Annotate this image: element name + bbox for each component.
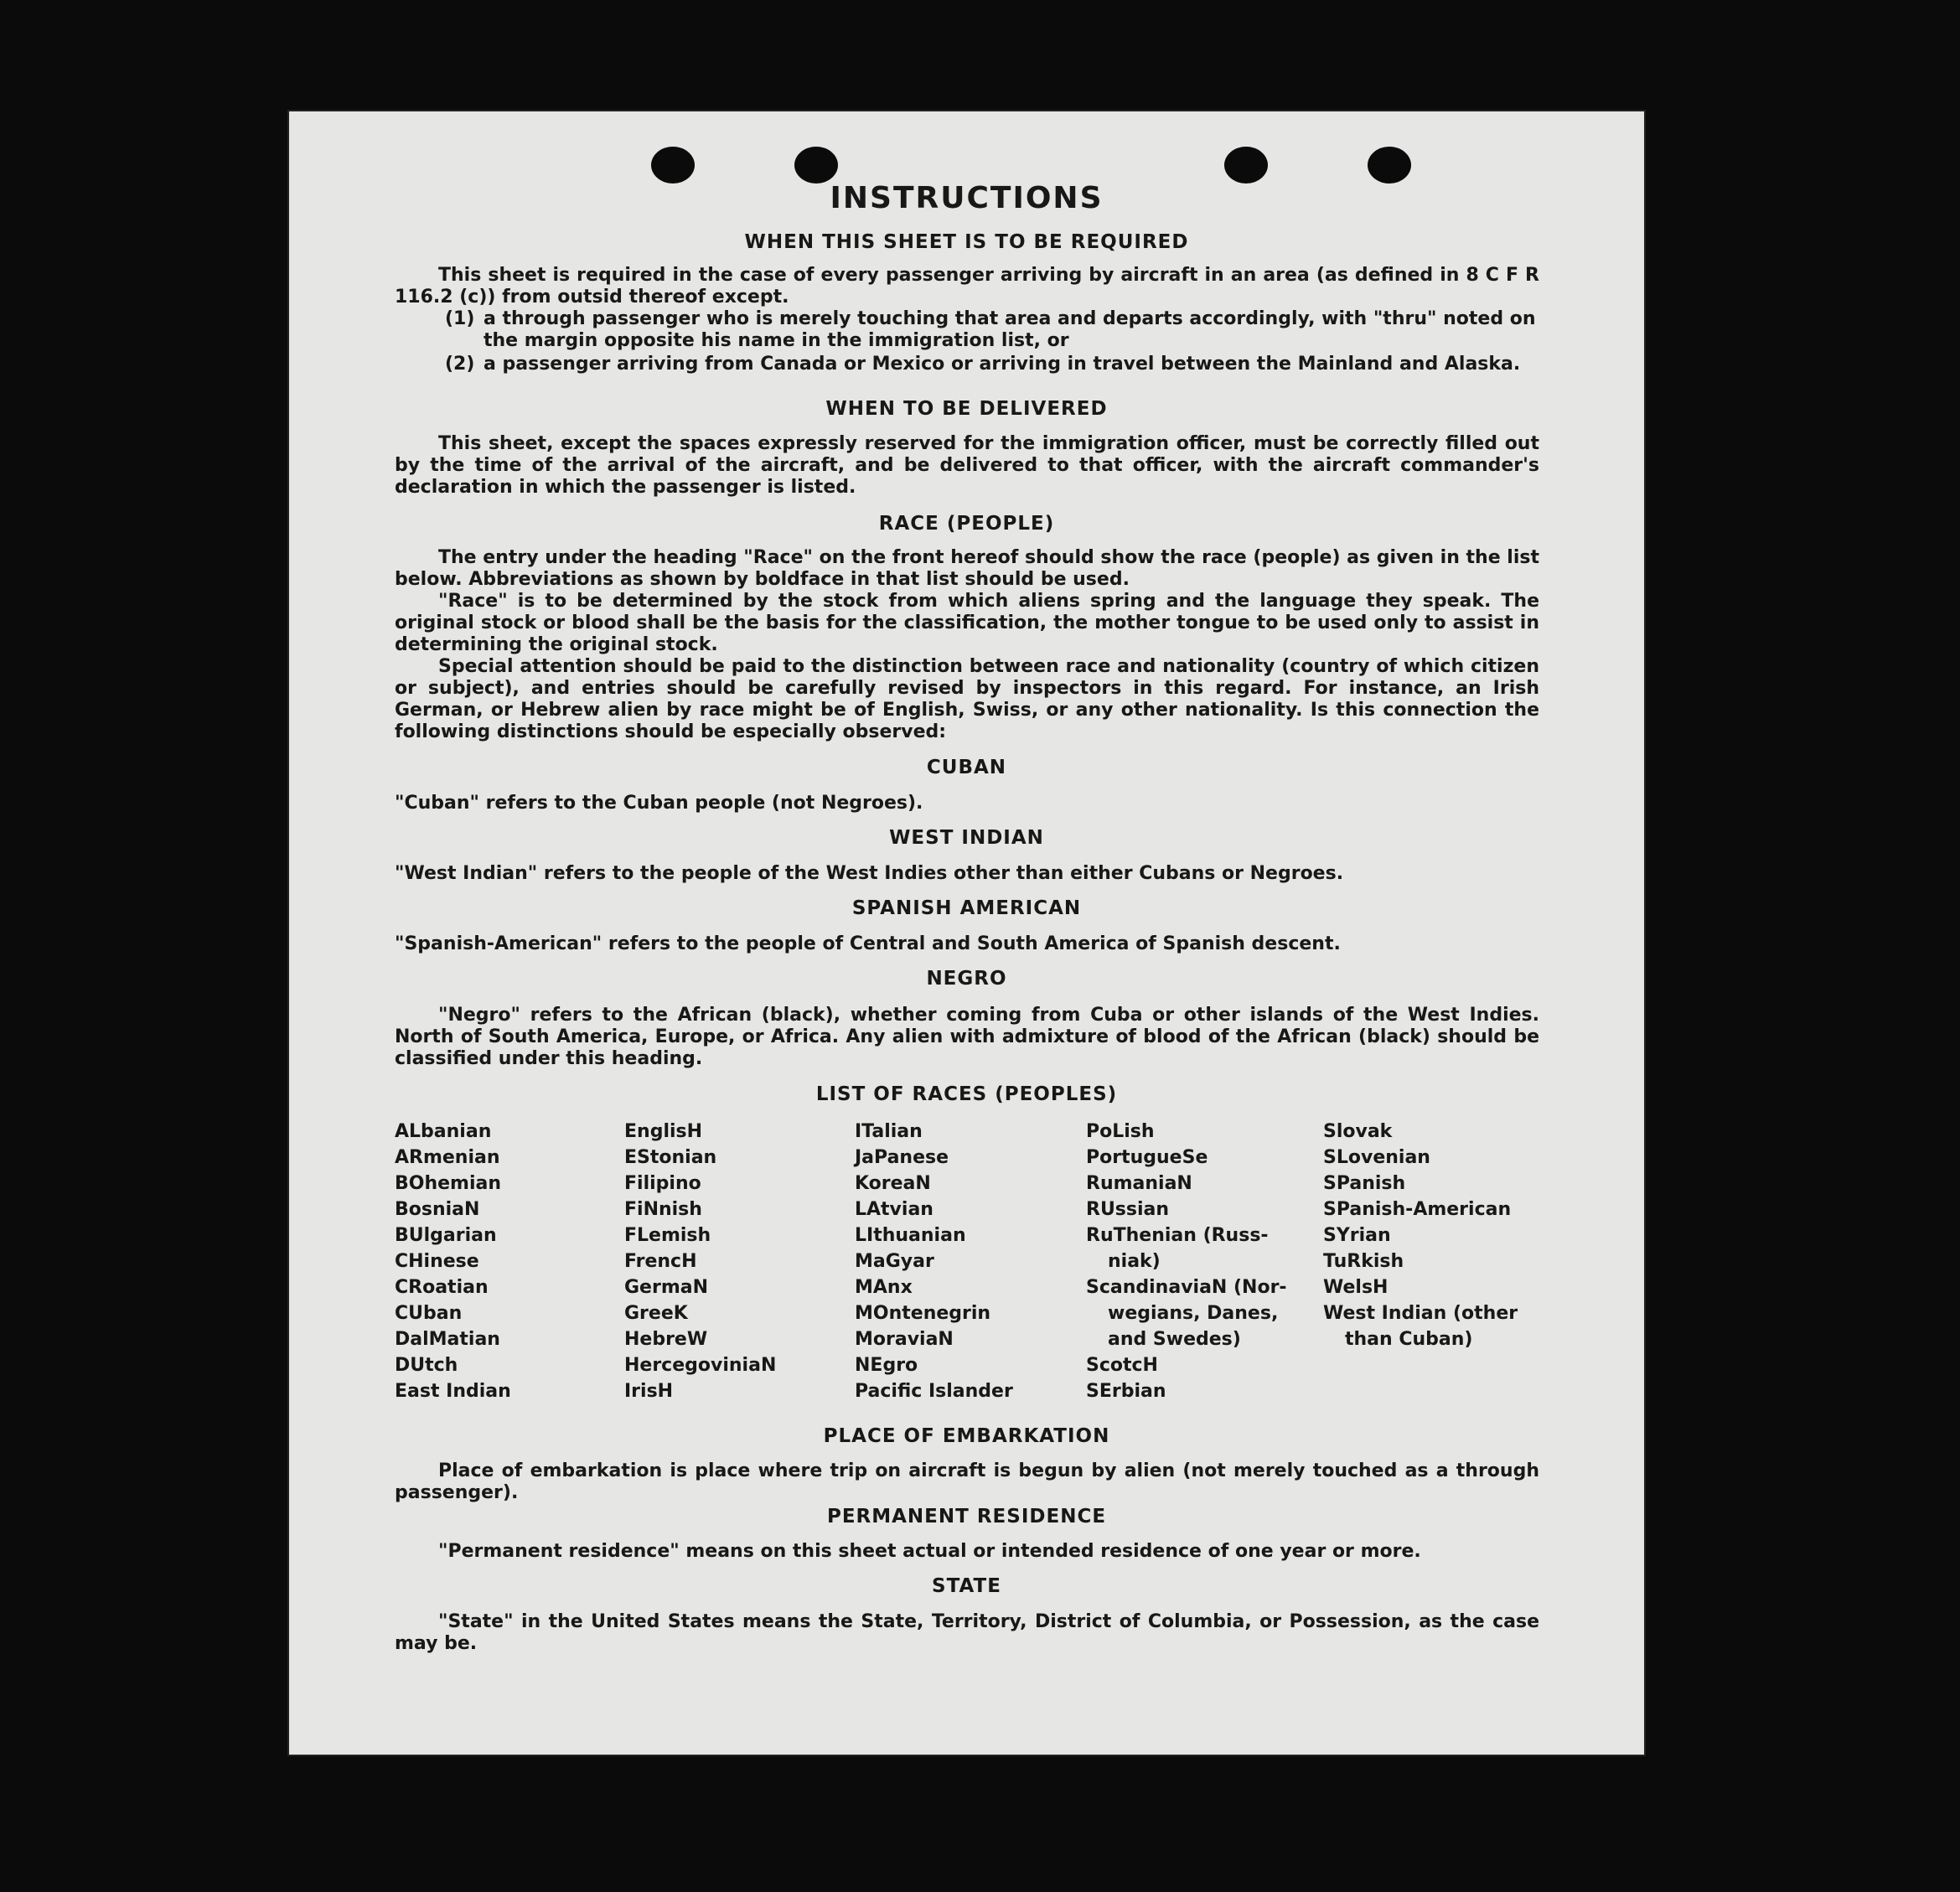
race-name: ScandinaviaN (Nor- xyxy=(1086,1277,1287,1298)
heading-embarkation: PLACE OF EMBARKATION xyxy=(823,1425,1110,1447)
heading-race: RACE (PEOPLE) xyxy=(878,513,1055,535)
heading-negro: NEGRO xyxy=(926,968,1007,990)
race-name: SLovenian xyxy=(1323,1147,1430,1168)
paragraph-negro: "Negro" refers to the African (black), whether coming from Cuba or other islands of the West Indies. North of South America, Europe, or Africa. Any alien with admixture of blood of the African (black) should be classified under this heading. xyxy=(395,1005,1539,1069)
paragraph-when-required: This sheet is required in the case of every passenger arriving by aircraft in an area (as defined in 8 C F R 116.2 (c)) from outsid thereof except. xyxy=(395,265,1539,308)
paragraph-state: "State" in the United States means the State, Territory, District of Columbia, or Possession, as the case may be. xyxy=(395,1611,1539,1654)
race-name-continued: niak) xyxy=(1108,1251,1161,1272)
race-name: TuRkish xyxy=(1323,1251,1404,1272)
race-name: Slovak xyxy=(1323,1121,1393,1142)
item-number: (2) xyxy=(445,354,475,375)
race-name: HebreW xyxy=(624,1329,708,1350)
race-name: LAtvian xyxy=(855,1199,933,1220)
punch-hole xyxy=(651,147,695,184)
list-item xyxy=(445,354,1539,375)
punch-hole xyxy=(1368,147,1411,184)
heading-when-required: WHEN THIS SHEET IS TO BE REQUIRED xyxy=(744,231,1189,253)
instruction-sheet xyxy=(287,110,1646,1756)
race-name: GreeK xyxy=(624,1303,688,1324)
item-text: a through passenger who is merely touching that area and departs accordingly, with "thru" noted on the margin opposite his name in the immigration list, or xyxy=(484,308,1536,351)
race-name: EStonian xyxy=(624,1147,717,1168)
paragraph-race-3: Special attention should be paid to the distinction between race and nationality (country of which citizen or subject), and entries should be carefully revised by inspectors in this regard. For instance, an Irish German, or Hebrew alien by race might be of English, Swiss, or any other nationality. Is this connection the following distinctions should be especially observed: xyxy=(395,656,1539,742)
race-name: SErbian xyxy=(1086,1381,1166,1402)
race-name: ITalian xyxy=(855,1121,923,1142)
race-name: EnglisH xyxy=(624,1121,703,1142)
race-name-continued: wegians, Danes, xyxy=(1108,1303,1279,1324)
race-name: RuThenian (Russ- xyxy=(1086,1225,1269,1246)
races-column-2 xyxy=(624,1119,776,1404)
race-name: NEgro xyxy=(855,1355,918,1376)
race-name: FrencH xyxy=(624,1251,697,1272)
race-name: SPanish xyxy=(1323,1173,1406,1194)
race-name-continued: and Swedes) xyxy=(1108,1329,1241,1350)
list-item xyxy=(445,308,1539,352)
heading-spanish-american: SPANISH AMERICAN xyxy=(851,897,1082,919)
paragraph-permanent-residence: "Permanent residence" means on this sheet actual or intended residence of one year or more. xyxy=(438,1541,1421,1562)
heading-when-delivered: WHEN TO BE DELIVERED xyxy=(825,398,1108,420)
races-column-3 xyxy=(855,1119,1013,1404)
heading-cuban: CUBAN xyxy=(926,757,1007,778)
race-name: BosniaN xyxy=(395,1199,480,1220)
punch-hole xyxy=(794,147,838,184)
heading-state: STATE xyxy=(932,1575,1001,1597)
races-column-1 xyxy=(395,1119,511,1404)
paragraph-cuban: "Cuban" refers to the Cuban people (not Negroes). xyxy=(395,793,923,814)
item-text: a passenger arriving from Canada or Mexico or arriving in travel between the Mainland and Alaska. xyxy=(484,354,1521,375)
races-column-4 xyxy=(1086,1119,1287,1404)
race-name: ALbanian xyxy=(395,1121,492,1142)
race-name: CHinese xyxy=(395,1251,479,1272)
race-name: HercegoviniaN xyxy=(624,1355,777,1376)
race-name: MoraviaN xyxy=(855,1329,954,1350)
race-name: West Indian (other xyxy=(1323,1303,1518,1324)
race-name: East Indian xyxy=(395,1381,511,1402)
race-name: RumaniaN xyxy=(1086,1173,1192,1194)
race-name: LIthuanian xyxy=(855,1225,966,1246)
paragraph-race-1: The entry under the heading "Race" on the front hereof should show the race (people) as given in the list below. Abbreviations as shown by boldface in that list should be used. xyxy=(395,547,1539,590)
paragraph-spanish-american: "Spanish-American" refers to the people of Central and South America of Spanish descent. xyxy=(395,933,1341,954)
race-name: PortugueSe xyxy=(1086,1147,1208,1168)
race-name: CRoatian xyxy=(395,1277,489,1298)
race-name: FLemish xyxy=(624,1225,711,1246)
heading-west-indian: WEST INDIAN xyxy=(889,827,1044,849)
paragraph-race-2: "Race" is to be determined by the stock from which aliens spring and the language they speak. The original stock or blood shall be the basis for the classification, the mother tongue to be used only to assist in determining the original stock. xyxy=(395,591,1539,655)
race-name: Pacific Islander xyxy=(855,1381,1013,1402)
heading-permanent-residence: PERMANENT RESIDENCE xyxy=(826,1506,1107,1528)
race-name: CUban xyxy=(395,1303,463,1324)
race-name: ScotcH xyxy=(1086,1355,1158,1376)
paragraph-when-delivered: This sheet, except the spaces expressly reserved for the immigration officer, must be correctly filled out by the time of the arrival of the aircraft, and be delivered to that officer, with the aircraft commander's declaration in which the passenger is listed. xyxy=(395,433,1539,498)
races-column-5 xyxy=(1323,1119,1518,1352)
race-name: MaGyar xyxy=(855,1251,934,1272)
race-name: DUtch xyxy=(395,1355,458,1376)
page-title: INSTRUCTIONS xyxy=(830,181,1104,215)
race-name: MOntenegrin xyxy=(855,1303,991,1324)
race-name: WelsH xyxy=(1323,1277,1389,1298)
race-name: KoreaN xyxy=(855,1173,931,1194)
race-name: BOhemian xyxy=(395,1173,502,1194)
race-name: DalMatian xyxy=(395,1329,500,1350)
punch-hole xyxy=(1224,147,1268,184)
race-name: IrisH xyxy=(624,1381,674,1402)
race-name: GermaN xyxy=(624,1277,709,1298)
item-number: (1) xyxy=(445,308,475,329)
race-name-continued: than Cuban) xyxy=(1345,1329,1473,1350)
race-name: JaPanese xyxy=(855,1147,949,1168)
race-name: ARmenian xyxy=(395,1147,500,1168)
race-name: SYrian xyxy=(1323,1225,1391,1246)
race-name: RUssian xyxy=(1086,1199,1170,1220)
paragraph-west-indian: "West Indian" refers to the people of the West Indies other than either Cubans or Negroes. xyxy=(395,863,1344,884)
race-name: Filipino xyxy=(624,1173,701,1194)
race-name: BUlgarian xyxy=(395,1225,497,1246)
race-name: PoLish xyxy=(1086,1121,1155,1142)
race-name: SPanish-American xyxy=(1323,1199,1512,1220)
race-name: MAnx xyxy=(855,1277,913,1298)
race-name: FiNnish xyxy=(624,1199,702,1220)
paragraph-embarkation: Place of embarkation is place where trip on aircraft is begun by alien (not merely touched as a through passenger). xyxy=(395,1460,1539,1503)
heading-list-of-races: LIST OF RACES (PEOPLES) xyxy=(815,1083,1118,1105)
